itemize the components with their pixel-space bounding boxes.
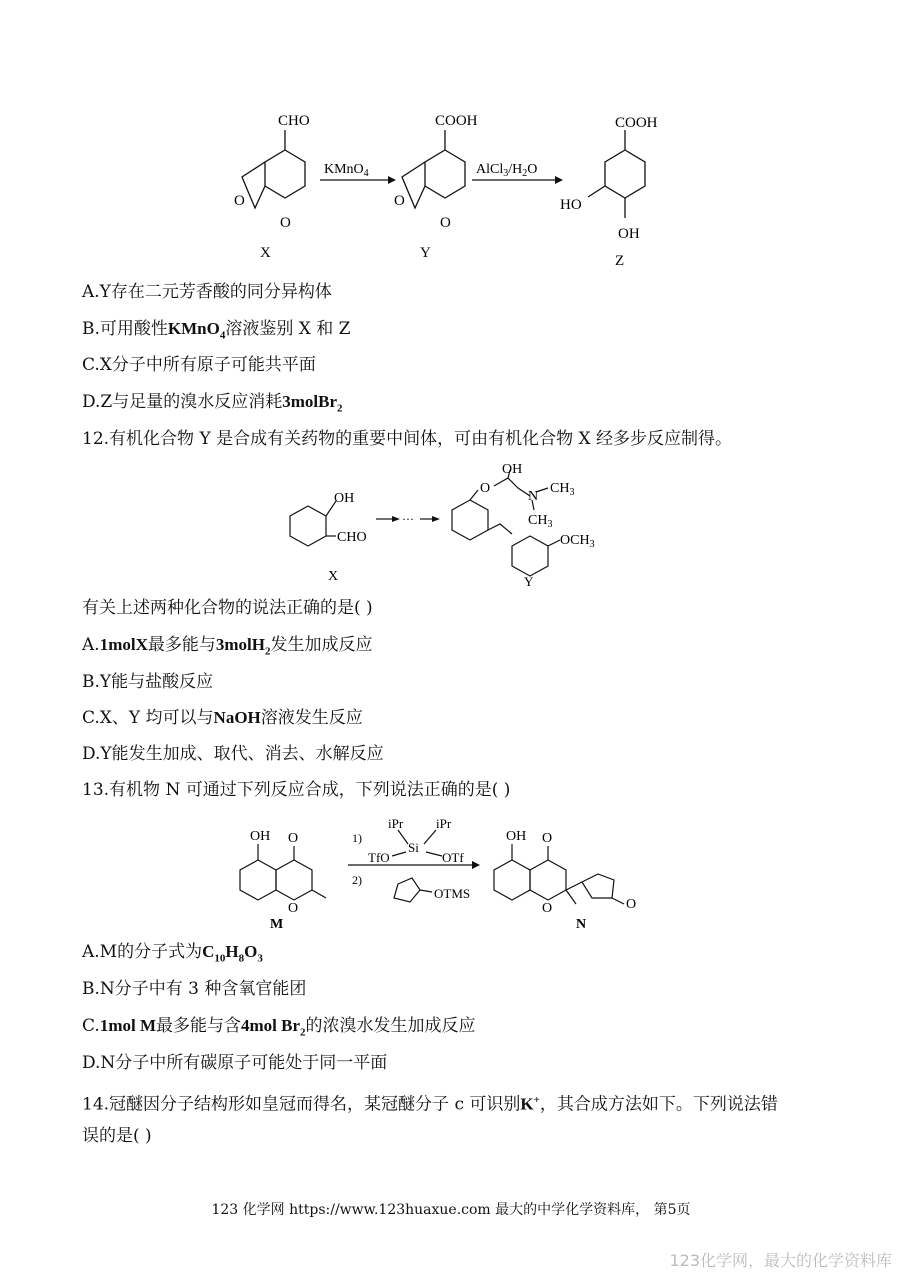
n-oh: OH [506,829,527,844]
q12-option-c: C.X、Y 均可以与NaOH溶液发生反应 [82,708,363,728]
n-oxygen: O [542,831,553,846]
q13-option-d: D.N分子中所有碳原子可能处于同一平面 [82,1053,388,1073]
silicon: Si [408,840,419,855]
z-substituent: COOH [615,115,658,131]
y-oh: OH [502,462,523,477]
q13-option-a: A.M的分子式为$C_{10}H_8O_3$ [82,942,263,965]
y-och3: $OCH_3$ [560,533,595,550]
reaction-scheme-2 [280,458,620,588]
label-y2: Y [524,574,534,588]
label-z: Z [615,253,625,269]
z-hydroxyl-1: HO [560,197,582,213]
q12-stem: 12.有机化合物 Y 是合成有关药物的重要中间体，可由有机化合物 X 经多步反应制得。 [82,429,732,449]
x-oh: OH [334,491,355,506]
x-oxygen-2: O [280,215,291,231]
q12-option-b: B.Y能与盐酸反应 [82,672,214,692]
q12-option-d: D.Y能发生加成、取代、消去、水解反应 [82,744,384,764]
q14-stem-line1: 14.冠醚因分子结构形如皇冠而得名，某冠醚分子 c 可识别K+，其合成方法如下。下列说法错 [82,1094,778,1115]
n-lactone-oxygen: O [626,897,637,912]
y-oxygen-2: O [440,215,451,231]
z-hydroxyl-2: OH [618,226,640,242]
ipr-1: iPr [388,816,404,831]
q13-option-c: C.1mol M最多能与含4mol $Br_2$的浓溴水发生加成反应 [82,1016,476,1039]
y-ch3-b: $CH_3$ [528,513,553,530]
label-y: Y [420,245,431,261]
step-2: 2) [352,873,362,887]
otms: OTMS [434,886,471,901]
x-substituent: CHO [278,113,310,129]
label-n: N [576,917,587,932]
q13-option-b: B.N分子中有 3 种含氧官能团 [82,979,307,999]
y-oxygen: O [480,481,491,496]
x-cho: CHO [337,530,367,545]
m-oh: OH [250,829,271,844]
reagent-alcl3: $AlCl_3/H_2O$ [476,162,538,179]
watermark: 123化学网，最大的化学资料库 [669,1251,892,1270]
q13-stem: 13.有机物 N 可通过下列反应合成，下列说法正确的是( ) [82,780,511,800]
y-substituent: COOH [435,113,478,129]
label-x: X [260,245,271,261]
y-ch3-a: $CH_3$ [550,481,575,498]
otf: OTf [442,850,464,865]
n-ring-oxygen: O [542,901,553,916]
tfo: TfO [368,850,390,865]
reaction-scheme-3 [230,812,680,932]
reagent-kmno4: KMnO$_4$ [324,162,369,179]
q11-option-c: C.X分子中所有原子可能共平面 [82,355,316,375]
q11-option-d: D.Z与足量的溴水反应消耗3molBr$_2$ [82,392,343,415]
m-oxygen: O [288,831,299,846]
ipr-2: iPr [436,816,452,831]
q11-option-a: A.Y存在二元芳香酸的同分异构体 [82,282,332,302]
multistep-dots: ··· [402,512,414,526]
q11-option-b: B.可用酸性KMnO$_4$溶液鉴别 X 和 Z [82,319,351,342]
page-footer: 123 化学网 https://www.123huaxue.com 最大的中学化学资料库， 第5页 [211,1202,691,1218]
reaction-scheme-1 [220,105,680,270]
x-oxygen-1: O [234,193,245,209]
q14-stem-line2: 误的是( ) [82,1126,152,1146]
q12-option-a: A.1molX最多能与3molH$_2$发生加成反应 [82,635,373,658]
step-1: 1) [352,831,362,845]
q12-question: 有关上述两种化合物的说法正确的是( ) [82,598,373,618]
y-oxygen-1: O [394,193,405,209]
label-x2: X [328,569,339,584]
m-ring-oxygen: O [288,901,299,916]
y-nitrogen: N [528,489,539,504]
label-m: M [270,917,284,932]
